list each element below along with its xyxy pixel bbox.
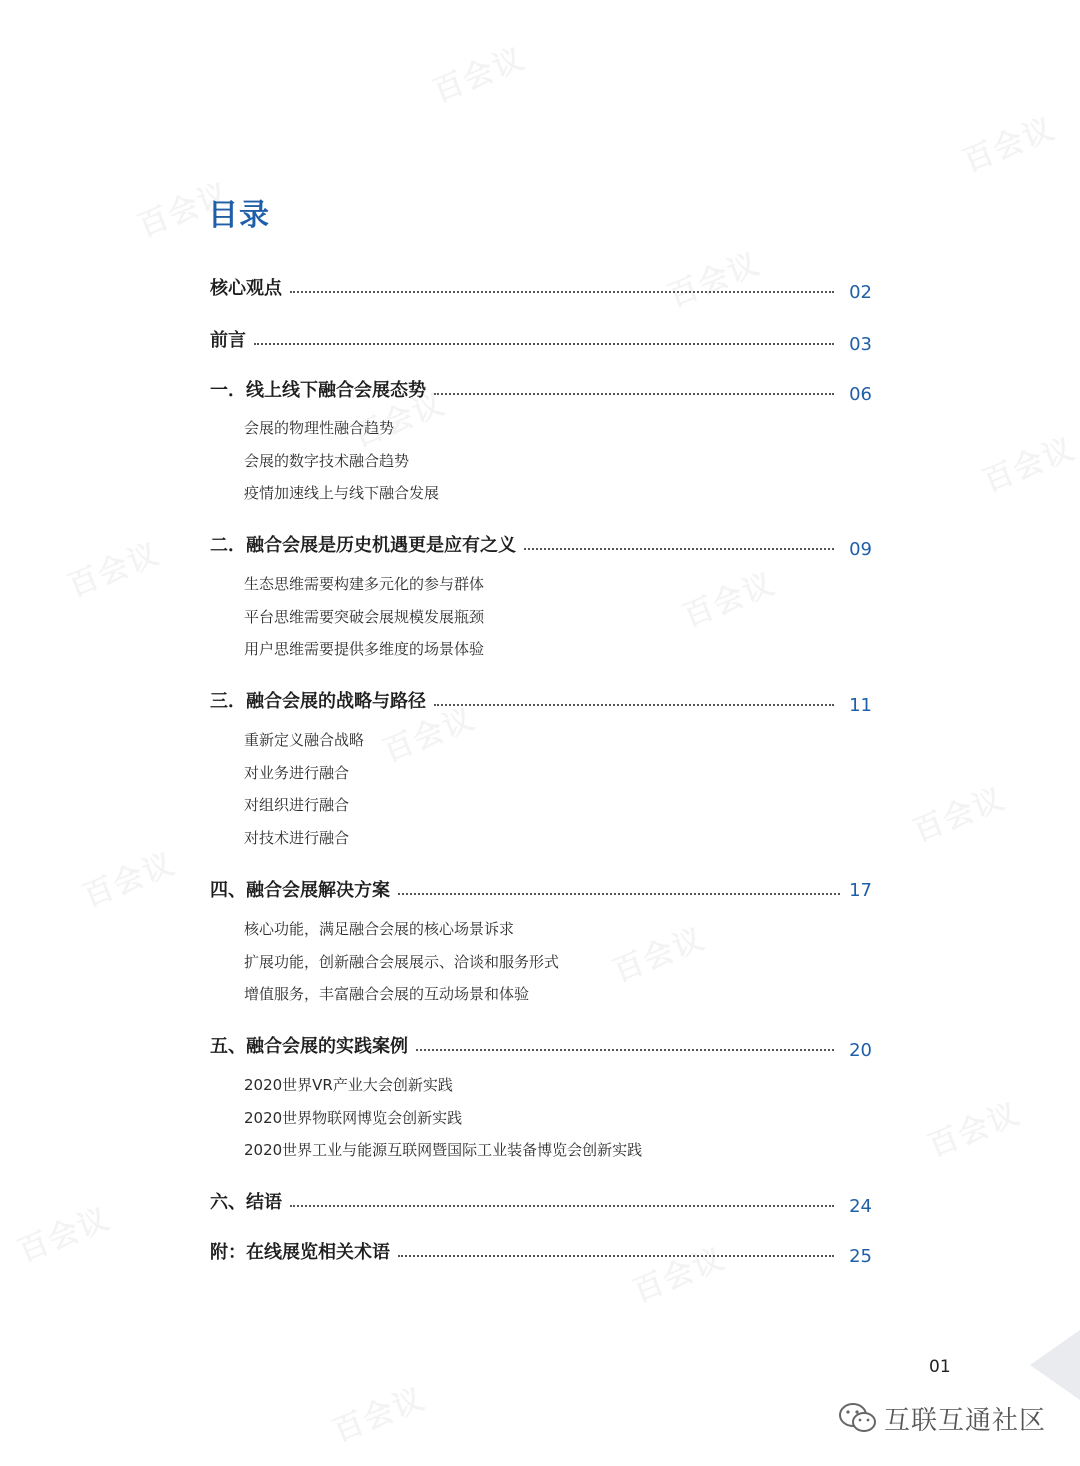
footer-brand-name: 互联互通社区	[884, 1405, 1047, 1436]
watermark	[60, 529, 165, 606]
toc-subentry[interactable]: 会展的数字技术融合趋势	[244, 452, 410, 470]
toc-subentry[interactable]: 疫情加速线上与线下融合发展	[244, 484, 440, 502]
toc-page-number: 20	[849, 1040, 872, 1061]
toc-entry-preface[interactable]	[210, 324, 872, 354]
page-number: 01	[929, 1357, 951, 1377]
toc-leader-dots	[398, 1255, 834, 1257]
watermark	[920, 1089, 1025, 1166]
watermark	[955, 104, 1060, 181]
toc-entry-appendix[interactable]	[210, 1236, 872, 1266]
watermark	[905, 774, 1010, 851]
watermark	[75, 839, 180, 916]
toc-subentry[interactable]: 对技术进行融合	[244, 829, 350, 847]
toc-page-number: 24	[849, 1196, 872, 1217]
watermark	[605, 914, 710, 991]
toc-entry-chapter-4[interactable]	[210, 874, 872, 904]
toc-subentry[interactable]: 生态思维需要构建多元化的参与群体	[244, 575, 485, 593]
toc-subentry[interactable]: 2020世界工业与能源互联网暨国际工业装备博览会创新实践	[244, 1141, 643, 1159]
toc-leader-dots	[290, 1205, 834, 1207]
watermark	[675, 559, 780, 636]
toc-entry-label: 三．融合会展的战略与路径	[210, 691, 426, 712]
toc-subentry[interactable]: 扩展功能，创新融合会展展示、洽谈和服务形式	[244, 953, 560, 971]
toc-subentry[interactable]: 核心功能，满足融合会展的核心场景诉求	[244, 920, 515, 938]
toc-leader-dots	[524, 548, 834, 550]
toc-subentry[interactable]: 对组织进行融合	[244, 796, 350, 814]
toc-entry-label: 四、融合会展解决方案	[210, 880, 390, 901]
toc-entry-chapter-6[interactable]	[210, 1186, 872, 1216]
toc-entry-chapter-3[interactable]	[210, 685, 872, 715]
toc-subentry[interactable]: 2020世界VR产业大会创新实践	[244, 1076, 453, 1094]
toc-page-number: 17	[849, 880, 872, 901]
toc-entry-label: 核心观点	[210, 278, 282, 299]
toc-leader-dots	[416, 1049, 834, 1051]
toc-leader-dots	[254, 343, 834, 345]
page-title: 目录	[208, 198, 270, 233]
toc-page-number: 09	[849, 539, 872, 560]
toc-subentry[interactable]: 会展的物理性融合趋势	[244, 419, 395, 437]
wechat-icon	[838, 1401, 878, 1435]
toc-leader-dots	[434, 704, 834, 706]
toc-entry-chapter-2[interactable]	[210, 529, 872, 559]
toc-entry-chapter-1[interactable]	[210, 374, 872, 404]
toc-page-number: 02	[849, 282, 872, 303]
toc-entry-label: 二．融合会展是历史机遇更是应有之义	[210, 535, 516, 556]
toc-subentry[interactable]: 平台思维需要突破会展规模发展瓶颈	[244, 608, 485, 626]
toc-subentry[interactable]: 用户思维需要提供多维度的场景体验	[244, 640, 485, 658]
corner-triangle-decoration	[1030, 1330, 1080, 1400]
toc-entry-label: 一．线上线下融合会展态势	[210, 380, 426, 401]
toc-subentry[interactable]: 重新定义融合战略	[244, 731, 365, 749]
toc-subentry[interactable]: 2020世界物联网博览会创新实践	[244, 1109, 463, 1127]
toc-subentry[interactable]: 增值服务，丰富融合会展的互动场景和体验	[244, 985, 530, 1003]
toc-subentry[interactable]: 对业务进行融合	[244, 764, 350, 782]
toc-entry-label: 前言	[210, 330, 246, 351]
watermark	[10, 1194, 115, 1271]
watermark	[325, 1374, 430, 1451]
toc-entry-chapter-5[interactable]	[210, 1030, 872, 1060]
toc-page-number: 03	[849, 334, 872, 355]
toc-leader-dots	[290, 291, 834, 293]
watermark	[975, 424, 1080, 501]
watermark	[425, 34, 530, 111]
toc-entry-label: 五、融合会展的实践案例	[210, 1036, 408, 1057]
toc-page-number: 06	[849, 384, 872, 405]
toc-entry-label: 附：在线展览相关术语	[210, 1242, 390, 1263]
toc-leader-dots	[398, 893, 840, 895]
toc-page-number: 11	[849, 695, 872, 716]
toc-entry-core-views[interactable]	[210, 272, 872, 302]
toc-page-number: 25	[849, 1246, 872, 1267]
footer-brand	[838, 1400, 1046, 1436]
toc-entry-label: 六、结语	[210, 1192, 282, 1213]
toc-leader-dots	[434, 393, 834, 395]
